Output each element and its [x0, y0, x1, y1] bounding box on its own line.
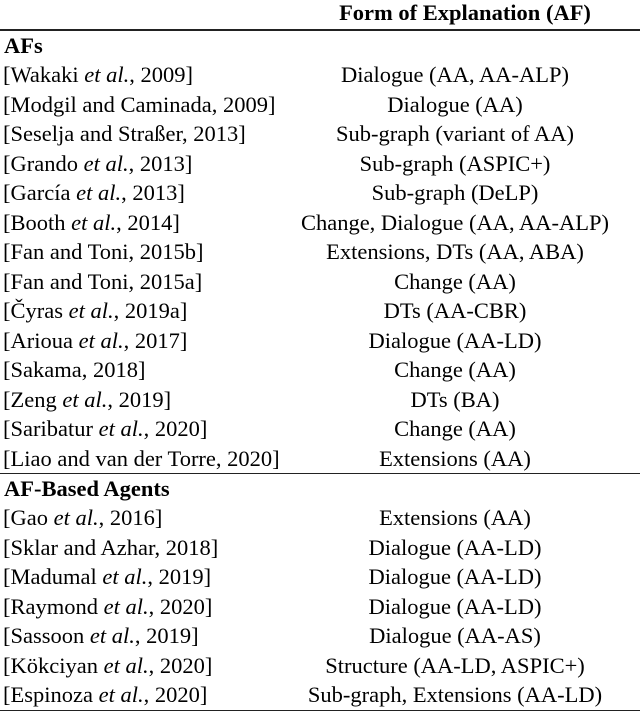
citation-year: , 2017] — [123, 327, 188, 353]
form-of-explanation: Dialogue (AA-AS) — [369, 623, 541, 648]
citation — [3, 621, 199, 651]
citation-et-al: et al. — [76, 180, 122, 205]
form-of-explanation: Sub-graph, Extensions (AA-LD) — [307, 682, 603, 707]
citation-text: [Čyras — [3, 298, 69, 323]
citation — [3, 562, 211, 592]
table-row — [0, 621, 640, 651]
form-of-explanation: Sub-graph (ASPIC+) — [359, 150, 551, 176]
form-of-explanation: Extensions, DTs (AA, ABA) — [326, 239, 584, 264]
citation-et-al: et al. — [98, 682, 144, 707]
form-of-explanation: Dialogue (AA) — [387, 91, 523, 117]
citation-text: [Sakama, 2018] — [3, 357, 146, 382]
citation-text: [Zeng — [3, 386, 63, 412]
citation-text: [Kökciyan — [3, 652, 104, 678]
citation-text: [Grando — [3, 150, 84, 176]
citation-text: [Fan and Toni, 2015b] — [3, 239, 204, 264]
citation-text: [Liao and van der Torre, 2020] — [3, 445, 280, 471]
citation — [3, 680, 207, 710]
form-of-explanation: Dialogue (AA-LD) — [368, 327, 542, 353]
citation — [3, 355, 145, 385]
table-row — [0, 326, 640, 356]
citation-text: [Gao — [3, 505, 54, 530]
table-header — [0, 0, 640, 29]
header-form-of-explanation: Form of Explanation (AF) — [339, 0, 591, 25]
citation-et-al: et al. — [78, 327, 124, 353]
citation-text: [Arioua — [3, 327, 79, 353]
table-row — [0, 385, 640, 415]
table-row — [0, 680, 640, 710]
table-row — [0, 208, 640, 238]
citation-text: [Seselja and Straßer, 2013] — [3, 121, 246, 146]
form-of-explanation: Dialogue (AA-LD) — [368, 534, 542, 560]
citation-et-al: et al. — [68, 298, 114, 323]
citation — [3, 296, 187, 326]
citation-et-al: et al. — [53, 505, 99, 530]
citation-text: [Raymond — [3, 593, 104, 619]
section-heading: AFs — [4, 33, 43, 58]
citation-text: [Wakaki — [3, 62, 85, 87]
citation-et-al: et al. — [71, 209, 117, 235]
citation-et-al: et al. — [83, 150, 129, 176]
form-of-explanation: Dialogue (AA, AA-ALP) — [340, 62, 570, 87]
form-of-explanation: Extensions (AA) — [379, 445, 531, 471]
citation-year: , 2016] — [98, 505, 163, 530]
form-of-explanation: Change, Dialogue (AA, AA-ALP) — [300, 209, 610, 235]
table-row — [0, 444, 640, 474]
citation-year: , 2019a] — [113, 298, 188, 323]
table-row — [0, 90, 640, 120]
citation — [3, 651, 212, 681]
form-of-explanation: Change (AA) — [394, 268, 516, 294]
citation — [3, 592, 212, 622]
citation — [3, 414, 207, 444]
citation-year: , 2020] — [148, 652, 213, 678]
citation-text: [Espinoza — [3, 682, 99, 707]
citation-text: [Saribatur — [3, 416, 99, 441]
citation-text: [Fan and Toni, 2015a] — [3, 268, 203, 294]
table-row — [0, 562, 640, 592]
table-row — [0, 503, 640, 533]
citation — [3, 237, 204, 267]
citation-et-al: et al. — [103, 593, 149, 619]
citation-text: [García — [3, 180, 77, 205]
section-heading: AF-Based Agents — [4, 476, 170, 501]
citation — [3, 60, 193, 90]
table-row — [0, 296, 640, 326]
form-of-explanation: Dialogue (AA-LD) — [368, 593, 542, 619]
citation-text: [Sklar and Azhar, 2018] — [3, 534, 219, 560]
table-row — [0, 149, 640, 179]
citation-text: [Madumal — [3, 564, 103, 589]
table-row — [0, 533, 640, 563]
citation-text: [Modgil and Caminada, 2009] — [3, 91, 276, 117]
form-of-explanation: DTs (BA) — [410, 386, 500, 412]
form-of-explanation: Change (AA) — [394, 357, 516, 382]
table-row — [0, 237, 640, 267]
citation-et-al: et al. — [89, 623, 135, 648]
citation-year: , 2019] — [134, 623, 199, 648]
citation-text: [Sassoon — [3, 623, 90, 648]
form-of-explanation: Sub-graph (DeLP) — [371, 180, 539, 205]
citation — [3, 533, 218, 563]
table-row — [0, 592, 640, 622]
bottom-rule — [0, 710, 640, 711]
form-of-explanation: Sub-graph (variant of AA) — [335, 121, 575, 146]
citation — [3, 267, 202, 297]
citation-year: , 2020] — [143, 416, 208, 441]
table-row — [0, 60, 640, 90]
citation-et-al: et al. — [102, 564, 148, 589]
citation — [3, 119, 246, 149]
citation — [3, 208, 180, 238]
citation — [3, 149, 192, 179]
citation-year: , 2020] — [148, 593, 213, 619]
table-row — [0, 119, 640, 149]
form-of-explanation: Dialogue (AA-LD) — [368, 564, 542, 589]
citation — [3, 444, 280, 474]
table-body — [0, 31, 640, 711]
citation-year: , 2013] — [121, 180, 185, 205]
citation-year: , 2020] — [143, 682, 208, 707]
citation — [3, 326, 187, 356]
citation — [3, 90, 275, 120]
citation-et-al: et al. — [103, 652, 149, 678]
table-row — [0, 355, 640, 385]
table-row — [0, 178, 640, 208]
citation — [3, 178, 185, 208]
form-of-explanation: DTs (AA-CBR) — [383, 298, 527, 323]
citation-year: , 2014] — [116, 209, 180, 235]
citation-text: [Booth — [3, 209, 72, 235]
form-of-explanation: Change (AA) — [394, 416, 516, 441]
citation-et-al: et al. — [98, 416, 144, 441]
citation — [3, 503, 162, 533]
table-row — [0, 651, 640, 681]
citation-et-al: et al. — [84, 62, 130, 87]
citation — [3, 385, 171, 415]
citation-year: , 2019] — [107, 386, 172, 412]
form-of-explanation: Structure (AA-LD, ASPIC+) — [325, 652, 585, 678]
table-row — [0, 267, 640, 297]
table-row — [0, 414, 640, 444]
citation-year: , 2019] — [147, 564, 212, 589]
citation-year: , 2009] — [129, 62, 194, 87]
citation-et-al: et al. — [62, 386, 108, 412]
form-of-explanation: Extensions (AA) — [379, 505, 531, 530]
citation-year: , 2013] — [128, 150, 193, 176]
